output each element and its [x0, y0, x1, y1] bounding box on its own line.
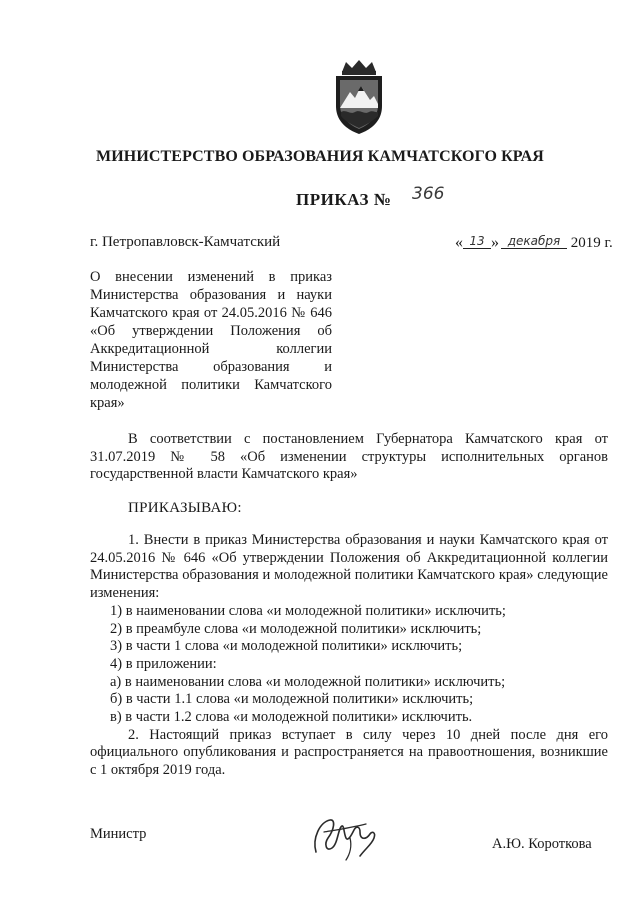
list-item: 1) в наименовании слова «и молодежной политики» исключить;: [110, 602, 506, 619]
date-day: 13: [463, 234, 491, 249]
list-item: 4) в приложении:: [110, 655, 217, 672]
list-item: а) в наименовании слова «и молодежной политики» исключить;: [110, 673, 506, 690]
date-open-quote: «: [455, 234, 463, 251]
signatory-name: А.Ю. Короткова: [492, 836, 592, 852]
order-subject: О внесении изменений в приказ Министерства образования и науки Камчатского края от 24.05.2016 № 646 «Об утверждении Положения об Аккредитационной коллегии Министерства образования и молодежной политики Камчатского края»: [90, 269, 332, 411]
point-1-intro: 1. Внести в приказ Министерства образования и науки Камчатского края от 24.05.2016 № 646 «Об утверждении Положения об Аккредитационной коллегии Министерства образования и молодежной политики Камчатского края» следующие изменения:: [90, 532, 608, 602]
date-close-quote: »: [491, 234, 499, 251]
kamchatka-coat-of-arms-icon: [328, 58, 390, 136]
date-month: декабря: [501, 234, 567, 249]
order-number: 366: [412, 184, 445, 204]
list-item: б) в части 1.1 слова «и молодежной политики» исключить;: [110, 691, 474, 708]
list-item: 3) в части 1 слова «и молодежной политики» исключить;: [110, 638, 463, 655]
preamble: В соответствии с постановлением Губернатора Камчатского края от 31.07.2019 № 58 «Об изменении структуры исполнительных органов государственной власти Камчатского края»: [90, 431, 608, 482]
signatory-position: Министр: [90, 826, 147, 842]
point-2: 2. Настоящий приказ вступает в силу через 10 дней после дня его официального опубликования и распространяется на правоотношения, возникшие с 1 октября 2019 года.: [90, 726, 608, 779]
list-item: 2) в преамбуле слова «и молодежной политики» исключить;: [110, 620, 482, 637]
list-item: в) в части 1.2 слова «и молодежной политики» исключить.: [110, 709, 473, 726]
order-date: [455, 234, 613, 252]
order-body: [90, 532, 608, 780]
order-title: ПРИКАЗ №: [296, 190, 392, 209]
city-name: г. Петропавловск-Камчатский: [90, 234, 281, 250]
date-year: 2019 г.: [570, 235, 613, 251]
order-directive-heading: ПРИКАЗЫВАЮ:: [128, 500, 242, 516]
handwritten-signature-icon: [306, 808, 384, 864]
ministry-name: МИНИСТЕРСТВО ОБРАЗОВАНИЯ КАМЧАТСКОГО КРАЯ: [96, 148, 544, 165]
